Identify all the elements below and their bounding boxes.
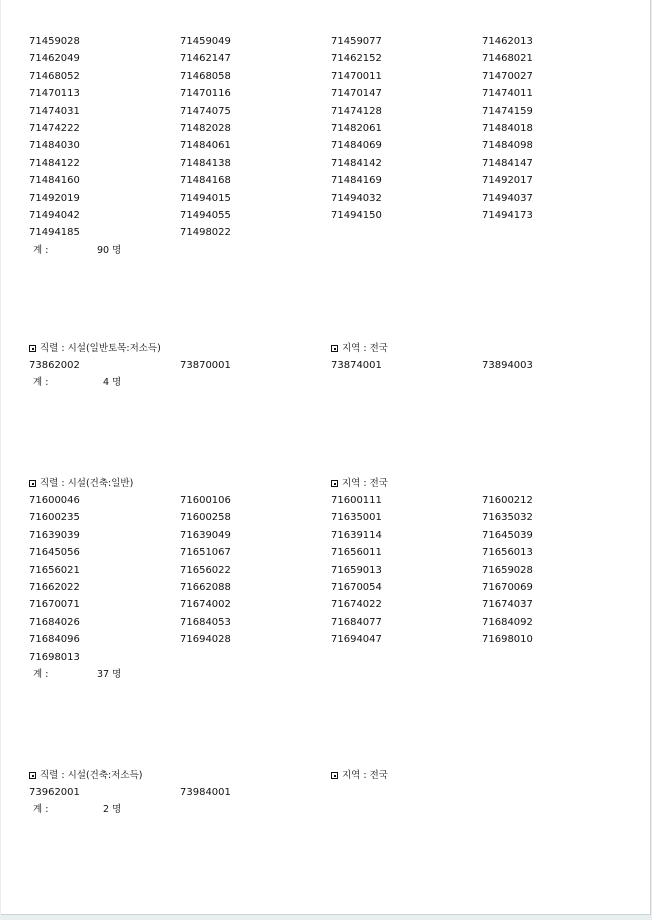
applicant-code: 71494032 [331,192,382,204]
applicant-code: 71484122 [29,157,80,169]
applicant-code: 71674022 [331,599,382,611]
applicant-code: 71698013 [29,651,80,663]
applicant-code: 71670071 [29,599,80,611]
total-row [29,374,589,391]
applicant-code: 71600106 [180,495,231,506]
applicant-code: 73870001 [180,360,231,371]
section-header [29,767,589,784]
section-header [29,340,589,357]
applicant-code: 71651067 [180,547,231,559]
applicant-code: 71670054 [331,582,382,594]
applicant-code: 71645056 [29,547,80,559]
job-category [29,475,133,492]
applicant-code: 71698010 [482,634,533,646]
square-bullet-icon [331,480,338,487]
applicant-code: 71639114 [331,529,382,541]
applicant-code: 71484069 [331,140,382,152]
square-bullet-icon [29,345,36,352]
applicant-code: 71645039 [482,529,533,541]
total-row [29,666,589,683]
region [331,767,388,784]
applicant-code: 71484169 [331,175,382,187]
applicant-code: 71662088 [180,582,231,594]
applicant-code: 71462049 [29,53,80,65]
applicant-code: 73894003 [482,360,533,371]
job-category [29,767,142,784]
applicant-code: 71494037 [482,192,533,204]
applicant-code: 71674002 [180,599,231,611]
square-bullet-icon [29,480,36,487]
applicant-code: 73874001 [331,360,382,371]
total-label: 계 : [33,804,49,816]
applicant-code: 71462147 [180,53,231,65]
applicant-code: 71474128 [331,105,382,117]
total-row [29,801,589,818]
applicant-code: 71459077 [331,36,382,47]
total-label: 계 : [33,377,49,389]
applicant-code: 71662022 [29,582,80,594]
section-list-1 [29,33,589,259]
document-page [1,0,651,915]
applicant-code: 71474159 [482,105,533,117]
applicant-code: 71474075 [180,105,231,117]
applicant-code: 71494015 [180,192,231,204]
applicant-code: 71482028 [180,123,231,135]
applicant-code: 71484160 [29,175,80,187]
applicant-code: 71468021 [482,53,533,65]
applicant-code: 71459028 [29,36,80,47]
applicant-code: 71694047 [331,634,382,646]
applicant-code: 71600258 [180,512,231,524]
code-grid [29,33,589,242]
total-count: 2 명 [103,804,122,816]
applicant-code: 71484142 [331,157,382,169]
section-header [29,475,589,492]
applicant-code: 71470147 [331,88,382,100]
applicant-code: 71492019 [29,192,80,204]
applicant-code: 71656013 [482,547,533,559]
code-grid [29,784,589,801]
applicant-code: 71635032 [482,512,533,524]
applicant-code: 71635001 [331,512,382,524]
region-text: 지역 : 전국 [342,478,388,489]
applicant-code: 71639049 [180,529,231,541]
applicant-code: 71470011 [331,70,382,82]
applicant-code: 71470027 [482,70,533,82]
applicant-code: 71656011 [331,547,382,559]
applicant-code: 71659013 [331,564,382,576]
applicant-code: 71470116 [180,88,231,100]
applicant-code: 71494173 [482,210,533,222]
applicant-code: 71468058 [180,70,231,82]
applicant-code: 71494185 [29,227,80,239]
code-grid [29,357,589,374]
applicant-code: 73962001 [29,787,80,798]
total-count: 37 명 [97,669,122,681]
applicant-code: 71474222 [29,123,80,135]
applicant-code: 71494042 [29,210,80,222]
applicant-code: 71484018 [482,123,533,135]
applicant-code: 71474011 [482,88,533,100]
job-category-text: 직렬 : 시설(건축:저소득) [40,770,143,781]
applicant-code: 71484138 [180,157,231,169]
applicant-code: 71494055 [180,210,231,222]
applicant-code: 71684053 [180,616,231,628]
total-count: 90 명 [97,244,122,256]
square-bullet-icon [331,345,338,352]
applicant-code: 71656021 [29,564,80,576]
job-category-text: 직렬 : 시설(일반토목:저소득) [40,343,161,354]
section-architecture-low-income [29,767,589,818]
section-civil-low-income [29,340,589,391]
applicant-code: 71674037 [482,599,533,611]
applicant-code: 71694028 [180,634,231,646]
square-bullet-icon [331,772,338,779]
applicant-code: 71484098 [482,140,533,152]
total-count: 4 명 [103,377,122,389]
applicant-code: 71484030 [29,140,80,152]
applicant-code: 71459049 [180,36,231,47]
total-label: 계 : [33,669,49,681]
applicant-code: 71470113 [29,88,80,100]
applicant-code: 71484168 [180,175,231,187]
applicant-code: 71656022 [180,564,231,576]
applicant-code: 71468052 [29,70,80,82]
applicant-code: 71462152 [331,53,382,65]
applicant-code: 71600046 [29,495,80,506]
region [331,340,388,357]
applicant-code: 71482061 [331,123,382,135]
applicant-code: 71659028 [482,564,533,576]
square-bullet-icon [29,772,36,779]
applicant-code: 71484061 [180,140,231,152]
applicant-code: 71498022 [180,227,231,239]
applicant-code: 71684092 [482,616,533,628]
applicant-code: 71639039 [29,529,80,541]
applicant-code: 71670069 [482,582,533,594]
applicant-code: 71494150 [331,210,382,222]
job-category [29,340,161,357]
total-row [29,242,589,259]
applicant-code: 71462013 [482,36,533,47]
applicant-code: 71684096 [29,634,80,646]
applicant-code: 73984001 [180,787,231,798]
region-text: 지역 : 전국 [342,343,388,354]
applicant-code: 71492017 [482,175,533,187]
applicant-code: 73862002 [29,360,80,371]
applicant-code: 71600235 [29,512,80,524]
applicant-code: 71474031 [29,105,80,117]
section-architecture-general [29,475,589,683]
code-grid [29,492,589,666]
applicant-code: 71600111 [331,495,382,506]
region [331,475,388,492]
total-label: 계 : [33,244,49,256]
applicant-code: 71684077 [331,616,382,628]
applicant-code: 71684026 [29,616,80,628]
job-category-text: 직렬 : 시설(건축:일반) [40,478,134,489]
region-text: 지역 : 전국 [342,770,388,781]
applicant-code: 71600212 [482,495,533,506]
applicant-code: 71484147 [482,157,533,169]
